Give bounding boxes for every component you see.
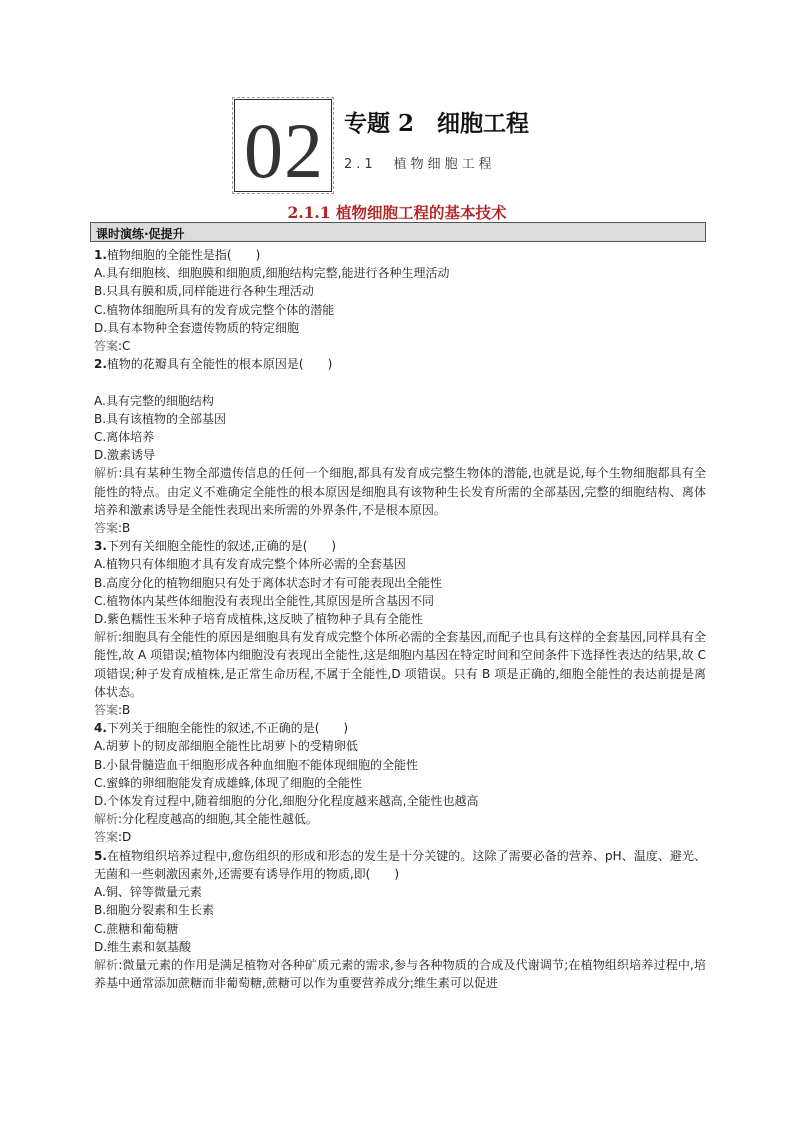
option-b: B.小鼠骨髓造血干细胞形成各种血细胞不能体现细胞的全能性: [94, 757, 419, 772]
question-1: [94, 246, 706, 355]
answer: [94, 701, 706, 719]
analysis: [94, 628, 706, 701]
option-b: B.只具有膜和质,同样能进行各种生理活动: [94, 284, 314, 299]
analysis-label: 解析: [94, 812, 119, 827]
question-4: [94, 719, 706, 846]
analysis: [94, 956, 706, 992]
option-d: D.具有本物种全套遗传物质的特定细胞: [94, 320, 300, 335]
question-3: [94, 537, 706, 719]
answer-value: :C: [118, 339, 131, 354]
option-c: C.植物体细胞所具有的发育成完整个体的潜能: [94, 302, 335, 317]
option-d: D.维生素和氨基酸: [94, 939, 192, 954]
chapter-subtitle: 2.1 植物细胞工程: [344, 157, 496, 172]
option-d: D.激素诱导: [94, 448, 156, 463]
option-b: B.具有该植物的全部基因: [94, 411, 227, 426]
answer-label: 答案: [94, 521, 119, 536]
option-a: A.胡萝卜的韧皮部细胞全能性比胡萝卜的受精卵低: [94, 739, 358, 754]
analysis-text: :分化程度越高的细胞,其全能性越低。: [118, 812, 318, 827]
option-b: B.高度分化的植物细胞只有处于离体状态时才有可能表现出全能性: [94, 575, 443, 590]
chapter-number: 02: [244, 107, 324, 194]
analysis-label: 解析: [94, 957, 119, 972]
analysis: [94, 464, 706, 519]
answer-value: :B: [118, 703, 131, 718]
question-stem: 5.在植物组织培养过程中,愈伤组织的形成和形态的发生是十分关键的。这除了需要必备的营养、pH、温度、避光、无菌和一些刺激因素外,还需要有诱导作用的物质,即( ): [94, 848, 706, 881]
option-a: A.具有完整的细胞结构: [94, 393, 214, 408]
option-c: C.植物体内某些体细胞没有表现出全能性,其原因是所含基因不同: [94, 593, 435, 608]
question-number: 4.: [94, 721, 107, 736]
answer-value: :B: [118, 521, 131, 536]
question-stem: 1.植物细胞的全能性是指( ): [94, 248, 261, 262]
question-number: 2.: [94, 357, 107, 372]
option-c: C.蜜蜂的卵细胞能发育成雄蜂,体现了细胞的全能性: [94, 775, 363, 790]
option-c: C.蔗糖和葡萄糖: [94, 921, 179, 936]
question-5: [94, 847, 706, 993]
section-bar-label: 课时演练·促提升: [96, 227, 185, 241]
analysis-label: 解析: [94, 630, 119, 645]
answer-label: 答案: [94, 339, 119, 354]
answer: [94, 337, 706, 355]
chapter-title: 专题 2 细胞工程: [344, 110, 530, 137]
question-stem: 4.下列关于细胞全能性的叙述,不正确的是( ): [94, 721, 349, 736]
answer-label: 答案: [94, 703, 119, 718]
analysis-label: 解析: [94, 466, 119, 481]
question-2: [94, 355, 706, 537]
answer-value: :D: [118, 830, 132, 845]
question-number: 3.: [94, 539, 107, 554]
option-b: B.细胞分裂素和生长素: [94, 903, 215, 918]
question-stem: 2.植物的花瓣具有全能性的根本原因是( ): [94, 357, 333, 372]
option-a: A.具有细胞核、细胞膜和细胞质,细胞结构完整,能进行各种生理活动: [94, 266, 450, 281]
question-number: 1.: [94, 248, 107, 262]
analysis-text: :细胞具有全能性的原因是细胞具有发育成完整个体所必需的全套基因,而配子也具有这样的全套基因,同样具有全能性,故 A 项错误;植物体内细胞没有表现出全能性,这是细胞内基因在特定时间和空间条件下选择性表达的结果,故 C 项错误;种子发育成植株,是正常生命历程,不属于全能性,D 项错误。只有 B 项是正确的,细胞全能性的表达前提是离体状态。: [94, 630, 706, 699]
chapter-number-box: [234, 99, 332, 192]
question-stem: 3.下列有关细胞全能性的叙述,正确的是( ): [94, 539, 337, 554]
blank-gap: [94, 373, 706, 391]
analysis-text: :具有某种生物全部遗传信息的任何一个细胞,都具有发育成完整生物体的潜能,也就是说,每个生物细胞都具有全能性的特点。由定义不难确定全能性的根本原因是细胞具有该物种生长发育所需的全部基因,完整的细胞结构、离体培养和激素诱导是全能性表现出来所需的外界条件,不是根本原因。: [94, 466, 706, 517]
analysis-text: :微量元素的作用是满足植物对各种矿质元素的需求,参与各种物质的合成及代谢调节;在植物组织培养过程中,培养基中通常添加蔗糖而非葡萄糖,蔗糖可以作为重要营养成分;维生素可以促进: [94, 957, 706, 991]
option-a: A.铜、锌等微量元素: [94, 885, 202, 900]
section-title: 2.1.1 植物细胞工程的基本技术: [287, 203, 507, 222]
option-a: A.植物只有体细胞才具有发育成完整个体所必需的全套基因: [94, 557, 406, 572]
answer: [94, 519, 706, 537]
option-d: D.紫色糯性玉米种子培育成植株,这反映了植物种子具有全能性: [94, 612, 423, 627]
answer-label: 答案: [94, 830, 119, 845]
answer: [94, 828, 706, 846]
section-bar: [90, 222, 706, 242]
question-list: [94, 246, 706, 992]
analysis: [94, 810, 706, 828]
option-d: D.个体发育过程中,随着细胞的分化,细胞分化程度越来越高,全能性也越高: [94, 794, 479, 809]
question-number: 5.: [94, 848, 107, 863]
option-c: C.离体培养: [94, 430, 155, 445]
